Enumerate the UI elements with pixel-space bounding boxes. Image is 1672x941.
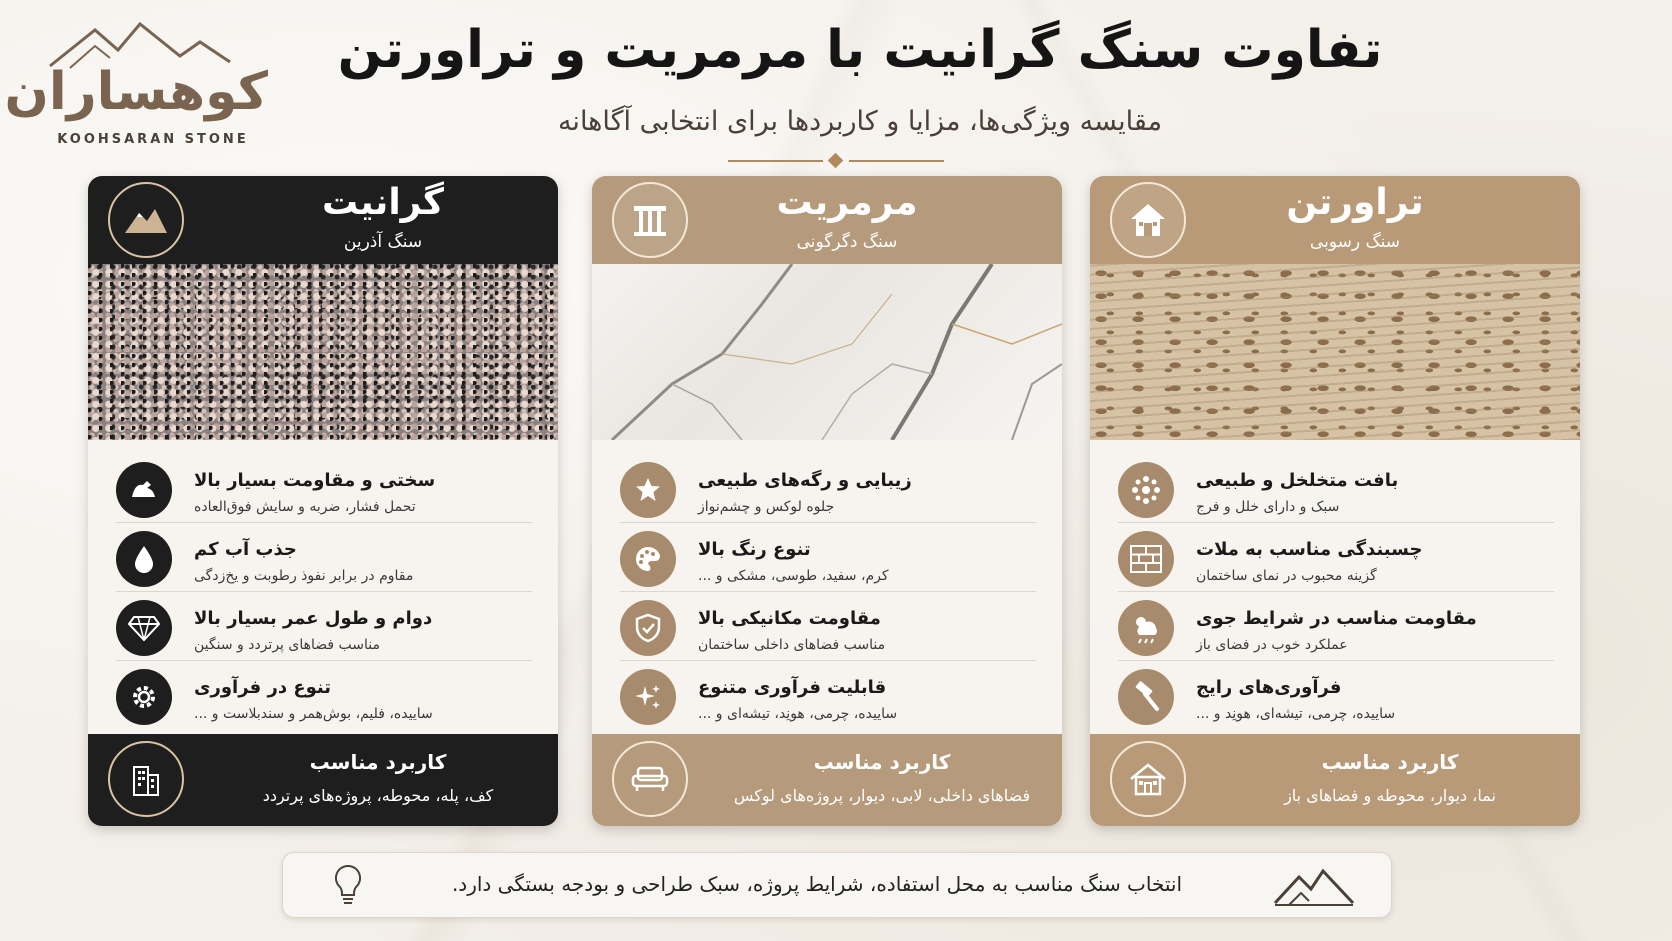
strength-icon <box>116 462 172 518</box>
granite-card <box>88 176 558 826</box>
granite-card-subtitle: سنگ آذرین <box>343 232 423 252</box>
brand-name-en: KOOHSARAN STONE <box>57 132 249 147</box>
shield-icon <box>620 600 676 656</box>
title-divider <box>728 158 944 164</box>
marble-usage-desc: فضاهای داخلی، لابی، دیوار، پروژه‌های لوکس <box>733 786 1031 805</box>
marble-feature-list <box>592 440 1062 730</box>
granite-usage-title: کاربرد مناسب <box>309 750 447 774</box>
granite-card-header <box>88 176 558 264</box>
travertine-card-title: تراورتن <box>1286 182 1424 223</box>
feature-desc: سبک و دارای خلل و فرج <box>1196 499 1340 515</box>
list-item <box>1118 523 1554 592</box>
list-item <box>116 592 532 661</box>
feature-title: قابلیت فرآوری متنوع <box>698 677 887 698</box>
sparkle-icon <box>620 669 676 725</box>
list-item <box>1118 661 1554 730</box>
feature-desc: مناسب فضاهای داخلی ساختمان <box>698 637 886 653</box>
travertine-card <box>1090 176 1580 826</box>
list-item <box>1118 592 1554 661</box>
list-item <box>116 523 532 592</box>
page-subtitle: مقایسه ویژگی‌ها، مزایا و کاربردها برای انتخابی آگاهانه <box>557 106 1163 137</box>
feature-desc: گزینه محبوب در نمای ساختمان <box>1196 568 1377 584</box>
list-item <box>116 454 532 523</box>
feature-title: فرآوری‌های رایج <box>1196 677 1342 698</box>
travertine-feature-list <box>1090 440 1580 730</box>
travertine-card-footer <box>1090 734 1580 826</box>
column-icon <box>612 182 688 258</box>
list-item <box>620 592 1036 661</box>
lightbulb-icon <box>331 863 365 913</box>
mountain-logo-icon <box>1271 863 1357 913</box>
feature-desc: تحمل فشار، ضربه و سایش فوق‌العاده <box>194 499 416 515</box>
feature-desc: جلوه لوکس و چشم‌نواز <box>698 499 835 515</box>
marble-usage-title: کاربرد مناسب <box>813 750 951 774</box>
travertine-usage-desc: نما، دیوار، محوطه و فضاهای باز <box>1284 786 1496 805</box>
marble-card <box>592 176 1062 826</box>
brand-name-fa: کوهساران <box>4 62 268 122</box>
sofa-icon <box>612 741 688 817</box>
granite-feature-list <box>88 440 558 730</box>
feature-title: تنوع در فرآوری <box>194 677 332 698</box>
feature-desc: مقاوم در برابر نفوذ رطوبت و یخ‌زدگی <box>194 568 414 584</box>
travertine-usage-title: کاربرد مناسب <box>1321 750 1459 774</box>
gear-icon <box>116 669 172 725</box>
granite-card-footer <box>88 734 558 826</box>
house-icon <box>1110 182 1186 258</box>
list-item <box>620 523 1036 592</box>
brick-icon <box>1118 531 1174 587</box>
list-item <box>116 661 532 730</box>
feature-title: مقاومت مناسب در شرایط جوی <box>1196 608 1477 629</box>
star-icon <box>620 462 676 518</box>
granite-usage-desc: کف، پله، محوطه، پروژه‌های پرتردد <box>262 786 494 805</box>
marble-card-header <box>592 176 1062 264</box>
marble-card-title: مرمریت <box>776 182 918 223</box>
list-item <box>1118 454 1554 523</box>
feature-title: زیبایی و رگه‌های طبیعی <box>698 470 912 491</box>
water-drop-icon <box>116 531 172 587</box>
palette-icon <box>620 531 676 587</box>
weather-icon <box>1118 600 1174 656</box>
feature-title: بافت متخلخل و طبیعی <box>1196 470 1399 491</box>
marble-texture-image <box>592 264 1062 440</box>
marble-card-footer <box>592 734 1062 826</box>
feature-title: مقاومت مکانیکی بالا <box>698 608 881 629</box>
marble-card-subtitle: سنگ دگرگونی <box>796 232 898 252</box>
feature-desc: ساییده، فلیم، بوش‌همر و سندبلاست و ... <box>194 706 433 722</box>
tip-text: انتخاب سنگ مناسب به محل استفاده، شرایط پروژه، سبک طراحی و بودجه بستگی دارد. <box>451 872 1183 896</box>
page-title: تفاوت سنگ گرانیت با مرمریت و تراورتن <box>337 20 1383 80</box>
tip-banner <box>282 852 1392 918</box>
hammer-icon <box>1118 669 1174 725</box>
list-item <box>620 661 1036 730</box>
feature-title: دوام و طول عمر بسیار بالا <box>194 608 433 629</box>
travertine-texture-image <box>1090 264 1580 440</box>
travertine-card-subtitle: سنگ رسوبی <box>1309 232 1401 252</box>
list-item <box>620 454 1036 523</box>
building-icon <box>108 741 184 817</box>
granite-texture-image <box>88 264 558 440</box>
diamond-icon <box>116 600 172 656</box>
feature-desc: عملکرد خوب در فضای باز <box>1196 637 1348 653</box>
feature-desc: ساییده، چرمی، تیشه‌ای، هونِد و ... <box>1196 706 1396 722</box>
feature-title: چسبندگی مناسب به ملات <box>1196 539 1423 560</box>
brand-logo <box>4 18 268 148</box>
mountain-icon <box>108 182 184 258</box>
feature-desc: مناسب فضاهای پرتردد و سنگین <box>194 637 381 653</box>
travertine-card-header <box>1090 176 1580 264</box>
feature-title: سختی و مقاومت بسیار بالا <box>194 470 436 491</box>
feature-title: جذب آب کم <box>194 539 297 560</box>
feature-desc: کرم، سفید، طوسی، مشکی و ... <box>698 568 889 584</box>
feature-title: تنوع رنگ بالا <box>698 539 811 560</box>
granite-card-title: گرانیت <box>322 182 444 223</box>
home-outline-icon <box>1110 741 1186 817</box>
feature-desc: ساییده، چرمی، هونِد، تیشه‌ای و ... <box>698 706 898 722</box>
dots-icon <box>1118 462 1174 518</box>
